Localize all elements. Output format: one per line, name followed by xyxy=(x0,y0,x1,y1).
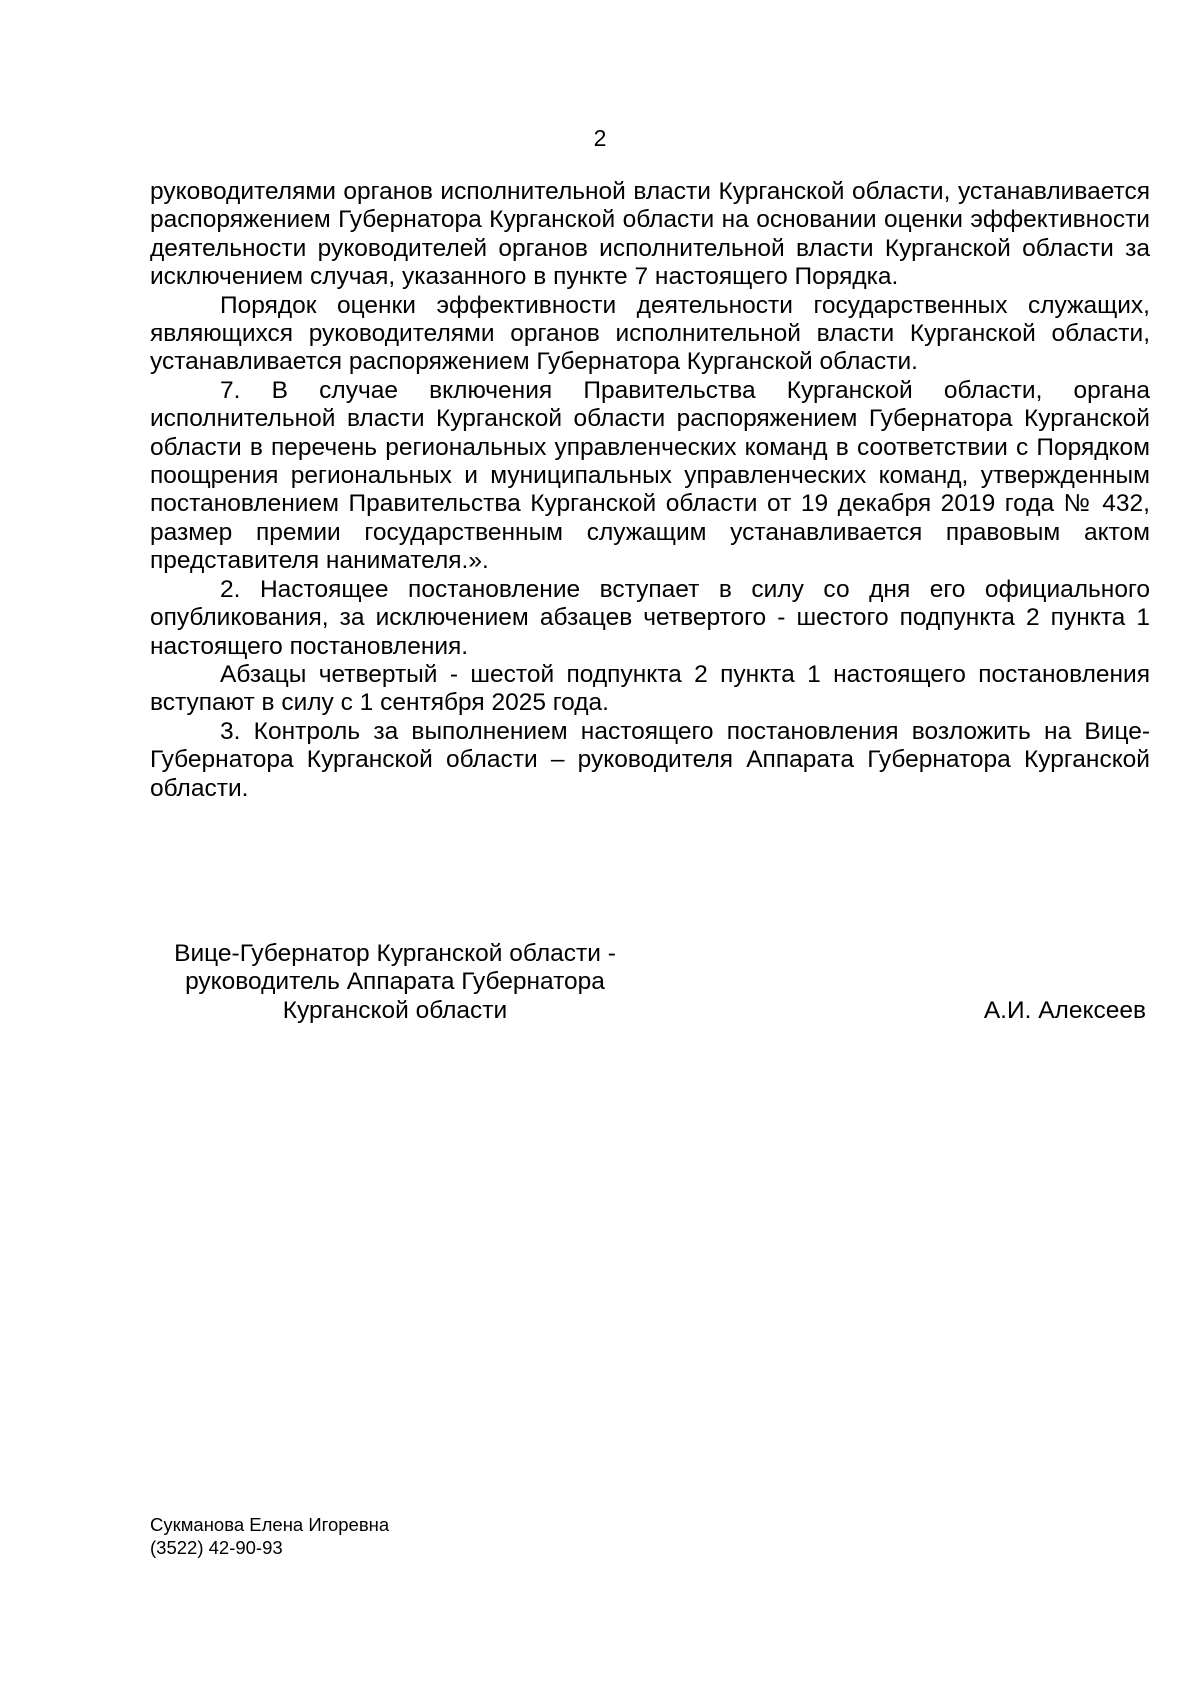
signature-block xyxy=(150,940,1150,1030)
signatory-name: А.И. Алексеев xyxy=(983,996,1146,1024)
document-body xyxy=(150,178,1150,803)
executor-info xyxy=(150,1513,389,1559)
paragraph-continuation: руководителями органов исполнительной власти Курганской области, устанавливается распоряжением Губернатора Курганской области на основании оценки эффективности деятельности руководителей органов исполнительной власти Курганской области за исключением случая, указанного в пункте 7 настоящего Порядка. xyxy=(150,178,1150,291)
executor-name: Сукманова Елена Игоревна xyxy=(150,1514,390,1535)
paragraph-item-7: 7. В случае включения Правительства Курганской области, органа исполнительной власти Курганской области распоряжением Губернатора Курганской области в перечень региональных управленческих команд в соответствии с Порядком поощрения региональных и муниципальных управленческих команд, утвержденным постановлением Правительства Курганской области от 19 декабря 2019 года № 432, размер премии государственным служащим устанавливается правовым актом представителя нанимателя.». xyxy=(150,376,1150,575)
signatory-position-line: руководитель Аппарата Губернатора xyxy=(185,968,605,996)
paragraph-effective-date: 2. Настоящее постановление вступает в силу со дня его официального опубликования, за исключением абзацев четвертого - шестого подпункта 2 пункта 1 настоящего постановления. xyxy=(150,575,1150,660)
paragraph-effective-date-exception: Абзацы четвертый - шестой подпункта 2 пункта 1 настоящего постановления вступают в силу с 1 сентября 2025 года. xyxy=(150,660,1150,717)
paragraph-evaluation-order: Порядок оценки эффективности деятельности государственных служащих, являющихся руководителями органов исполнительной власти Курганской области, устанавливается распоряжением Губернатора Курганской области. xyxy=(150,291,1150,376)
signatory-position xyxy=(150,940,640,1025)
page-number: 2 xyxy=(593,125,607,151)
signatory-position-line: Вице-Губернатор Курганской области - xyxy=(174,940,616,967)
signatory-position-line: Курганской области xyxy=(282,996,508,1024)
paragraph-control: 3. Контроль за выполнением настоящего постановления возложить на Вице-Губернатора Курганской области – руководителя Аппарата Губернатора Курганской области. xyxy=(150,717,1150,802)
executor-phone: (3522) 42-90-93 xyxy=(150,1537,283,1558)
